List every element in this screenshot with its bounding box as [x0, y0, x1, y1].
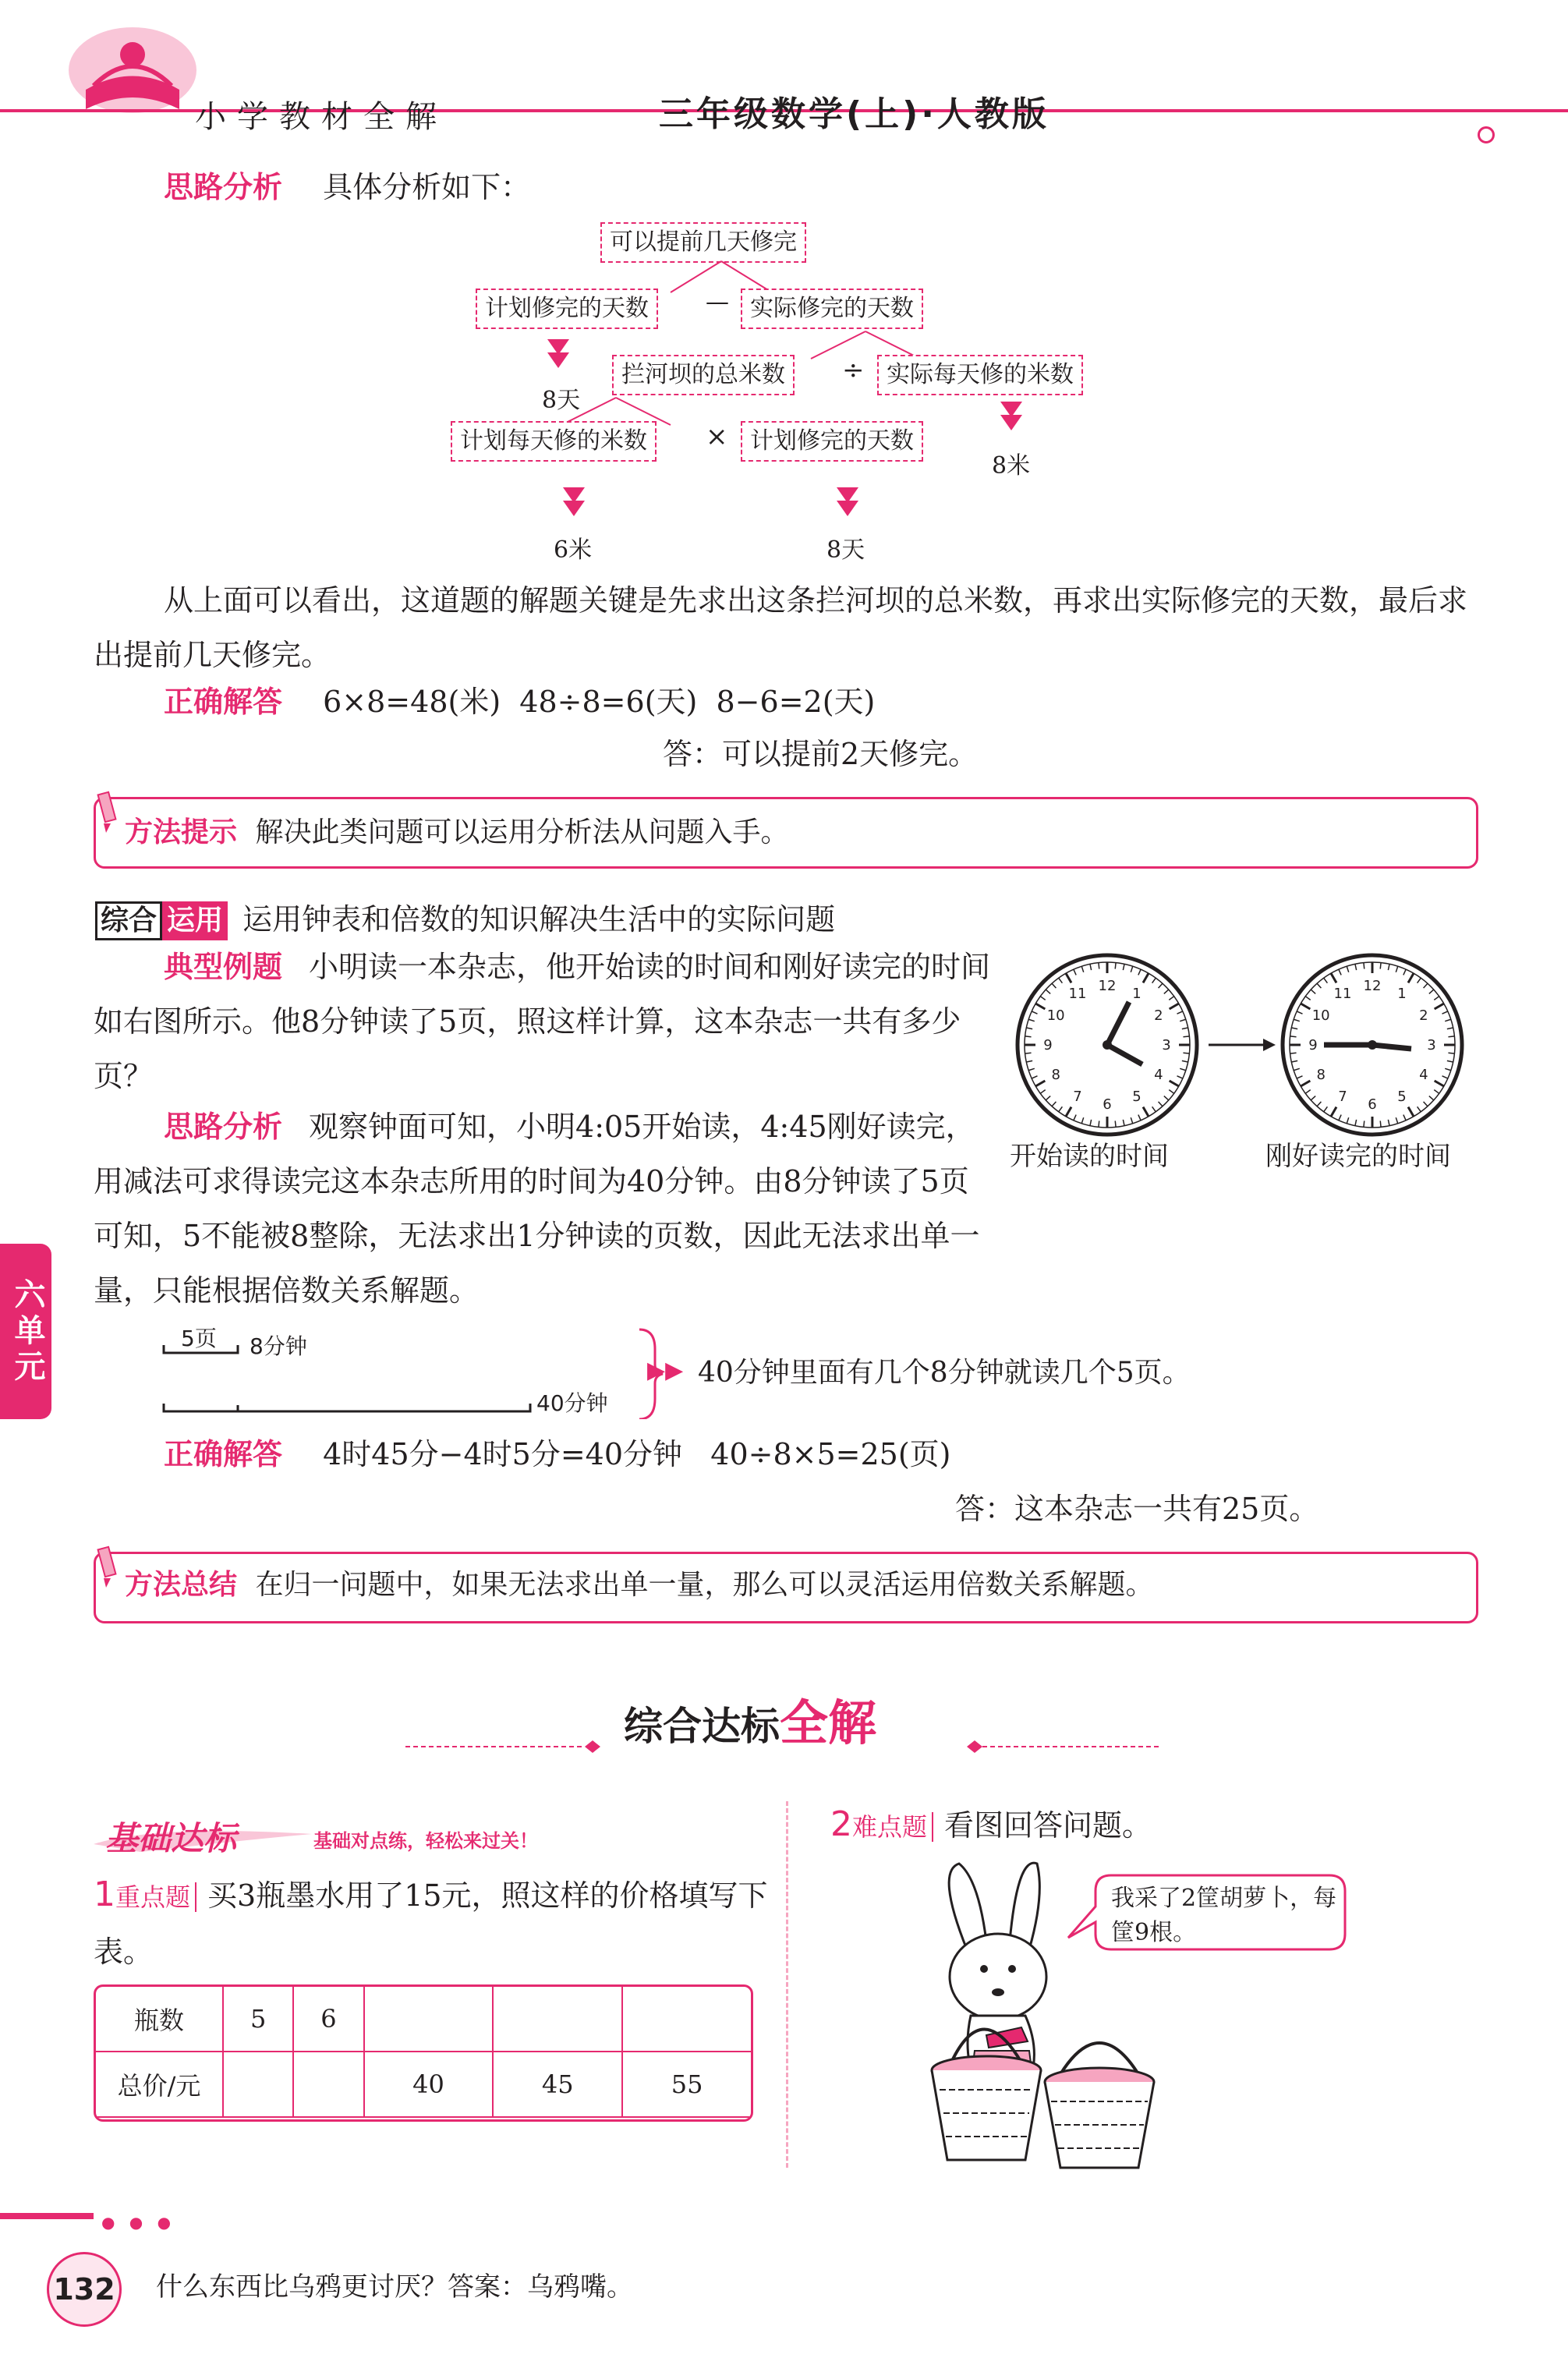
answer1-formula: 6×8=48(米) 48÷8=6(天) 8−6=2(天): [323, 685, 876, 719]
tree-root: 可以提前几天修完: [600, 222, 806, 263]
clock-tick: [1290, 1036, 1297, 1037]
tree-times: ×: [706, 421, 728, 452]
analysis2-block: [94, 1099, 998, 1318]
tree-total-meters: 拦河坝的总米数: [612, 355, 795, 395]
banner-title-highlight: 全解: [780, 1694, 877, 1751]
clock-tick: [1115, 1121, 1116, 1127]
clock-tick: [1380, 963, 1381, 969]
answer2-label: 正确解答: [164, 1437, 283, 1471]
basic-header: [94, 1813, 772, 1857]
table-row: [95, 1986, 752, 2052]
q1-block: [94, 1868, 772, 1979]
table-cell: 55: [622, 2052, 752, 2117]
clock-end: [1283, 955, 1462, 1135]
arrow-icon: [1209, 1039, 1276, 1051]
tree-planned-daily: 计划每天修的米数: [451, 421, 657, 462]
tree-8days-left: 8天: [542, 387, 581, 414]
table-cell: 6: [293, 1986, 363, 2052]
analysis1-label: 思路分析: [164, 170, 283, 204]
footer-riddle: 什么东西比乌鸦更讨厌？答案：乌鸦嘴。: [156, 2271, 633, 2303]
tree-6meters: 6米: [554, 536, 593, 564]
clock1-caption: 开始读的时间: [1010, 1141, 1169, 1172]
side-tab: 六单元: [0, 1244, 51, 1419]
clock-number: 7: [1338, 1088, 1347, 1105]
tip2-label: 方法总结: [125, 1569, 238, 1601]
diagram-5pages: 5页: [181, 1326, 217, 1351]
clock-number: 10: [1311, 1007, 1330, 1024]
tree-planned-days2: 计划修完的天数: [741, 421, 923, 462]
clock-number: 1: [1132, 986, 1141, 1003]
answer1-line: [164, 674, 875, 729]
clock-number: 11: [1333, 986, 1352, 1003]
clock-number: 10: [1046, 1007, 1065, 1024]
tree-minus: —: [706, 289, 729, 316]
example-block: [94, 940, 998, 1103]
price-table: [94, 1985, 752, 2118]
answer1-final: 答：可以提前2天修完。: [663, 737, 979, 771]
answer2-line: [164, 1427, 951, 1482]
double-arrow-icon: ▶▶: [647, 1357, 684, 1384]
arrow-icon: [837, 501, 858, 516]
clock-tick: [1380, 1121, 1381, 1127]
answer1-label: 正确解答: [164, 685, 283, 719]
basket-icon: [1045, 2043, 1154, 2168]
tip1-label: 方法提示: [125, 816, 238, 848]
section-tag1: 综合: [95, 901, 162, 940]
clock-number: 3: [1162, 1037, 1171, 1053]
banner-title-main: 综合达标: [624, 1704, 780, 1749]
column-divider: [786, 1801, 788, 2168]
table-cell: 40: [364, 2052, 494, 2117]
clock-number: 6: [1103, 1096, 1112, 1113]
clock-number: 9: [1043, 1037, 1053, 1053]
basic-subtitle: 基础对点练，轻松来过关！: [313, 1830, 538, 1852]
analysis1-conclusion: 从上面可以看出，这道题的解题关键是先求出这条拦河坝的总米数，再求出实际修完的天数，最后求出提前几天修完。: [94, 583, 1468, 672]
section-tag2: 运用: [162, 901, 228, 940]
arrow-icon: [547, 352, 569, 368]
table-row: [95, 2052, 752, 2117]
footer-dots: ● ● ●: [101, 2213, 176, 2232]
tip1-line: [125, 809, 788, 856]
series-title: 小学教材全解: [195, 99, 448, 135]
tip2-text: 在归一问题中，如果无法求出单一量，那么可以灵活运用倍数关系解题。: [255, 1569, 1154, 1601]
clock-number: 7: [1073, 1088, 1082, 1105]
footer-bar: [0, 2213, 94, 2219]
table-cell-blank[interactable]: [223, 2052, 293, 2117]
q1-text: 买3瓶墨水用了15元，照这样的价格填写下表。: [94, 1878, 768, 1969]
analysis2-text: 观察钟面可知，小明4:05开始读，4:45刚好读完，用减法可求得读完这本杂志所用的时间为40分钟。由8分钟读了5页可知，5不能被8整除，无法求出1分钟读的页数，因此无法求出单一量，只能根据倍数关系解题。: [94, 1110, 980, 1308]
clock-number: 4: [1419, 1067, 1428, 1083]
tree-actual-daily: 实际每天修的米数: [877, 355, 1083, 395]
q2-text: 看图回答问题。: [944, 1808, 1152, 1843]
basic-title: 基础达标: [105, 1819, 237, 1857]
clock-number: 9: [1308, 1037, 1318, 1053]
clock-number: 8: [1316, 1067, 1326, 1083]
diagram-40min: 40分钟: [536, 1390, 608, 1416]
clock-tick: [1025, 1036, 1032, 1037]
row-label-bottles: 瓶数: [95, 1986, 223, 2052]
q1-tag: 重点题: [115, 1882, 196, 1912]
tree-8days: 8天: [826, 536, 865, 564]
table-cell: 45: [493, 2052, 622, 2117]
table-cell-blank[interactable]: [293, 2052, 363, 2117]
clock-number: 5: [1397, 1088, 1407, 1105]
table-cell-blank[interactable]: [493, 1986, 622, 2052]
answer2-final: 答：这本杂志一共有25页。: [955, 1492, 1319, 1526]
diagram-8min: 8分钟: [250, 1333, 307, 1359]
rabbit-head: [950, 1934, 1046, 2020]
price-table-wrap: [94, 1984, 753, 2122]
q2-number: 2: [830, 1804, 852, 1844]
speech-text: 我采了2筐胡萝卜，每筐9根。: [1111, 1885, 1337, 1946]
tree-actual-days: 实际修完的天数: [741, 289, 923, 329]
analysis2-label: 思路分析: [164, 1110, 283, 1144]
tip1-text: 解决此类问题可以运用分析法从问题入手。: [255, 816, 789, 848]
arrow-icon: [563, 501, 585, 516]
diagram-note: 40分钟里面有几个8分钟就读几个5页。: [698, 1357, 1191, 1389]
clock-number: 11: [1068, 986, 1087, 1003]
q2-tag: 难点题: [852, 1812, 933, 1842]
clock-number: 8: [1051, 1067, 1060, 1083]
tip2-line: [125, 1562, 1153, 1609]
pencil-icon: [94, 789, 122, 836]
example-label: 典型例题: [164, 950, 283, 984]
clock-number: 12: [1363, 978, 1382, 994]
clock-number: 3: [1427, 1037, 1436, 1053]
clock-number: 1: [1397, 986, 1407, 1003]
clock-end-hour-hand: [1372, 1045, 1411, 1049]
subject-title: 三年级数学(上)·人教版: [659, 94, 1049, 134]
row-label-total: 总价/元: [95, 2052, 223, 2117]
clock-tick: [1448, 1036, 1454, 1037]
clock-number: 2: [1154, 1007, 1163, 1024]
analysis1-intro: 具体分析如下：: [323, 170, 531, 204]
clock-tick: [1183, 1036, 1189, 1037]
clock-number: 5: [1132, 1088, 1141, 1105]
banner-title: [624, 1684, 876, 1754]
clock2-caption: 刚好读完的时间: [1265, 1141, 1451, 1172]
clock-tick: [1115, 963, 1116, 969]
clock-number: 6: [1368, 1096, 1377, 1113]
pencil-icon: [94, 1544, 122, 1591]
table-cell-blank[interactable]: [364, 1986, 494, 2052]
table-cell-blank[interactable]: [622, 1986, 752, 2052]
section-title: 运用钟表和倍数的知识解决生活中的实际问题: [242, 902, 836, 936]
tree-planned-days: 计划修完的天数: [476, 289, 658, 329]
clock-number: 12: [1098, 978, 1117, 994]
clock-start: [1018, 955, 1197, 1135]
table-cell: 5: [223, 1986, 293, 2052]
q2-block: [830, 1797, 1152, 1854]
page-number: 132: [47, 2252, 122, 2327]
section-header: [95, 895, 835, 940]
clock-number: 2: [1419, 1007, 1428, 1024]
clock-number: 4: [1154, 1067, 1163, 1083]
example-text: 小明读一本杂志，他开始读的时间和刚好读完的时间如右图所示。他8分钟读了5页，照这样计算，这本杂志一共有多少页？: [94, 950, 991, 1093]
tree-8meters: 8米: [992, 452, 1031, 480]
q1-number: 1: [94, 1875, 115, 1914]
answer2-formula: 4时45分−4时5分=40分钟 40÷8×5=25(页): [323, 1437, 951, 1471]
tree-divide: ÷: [842, 355, 865, 386]
arrow-icon: [1000, 415, 1022, 430]
